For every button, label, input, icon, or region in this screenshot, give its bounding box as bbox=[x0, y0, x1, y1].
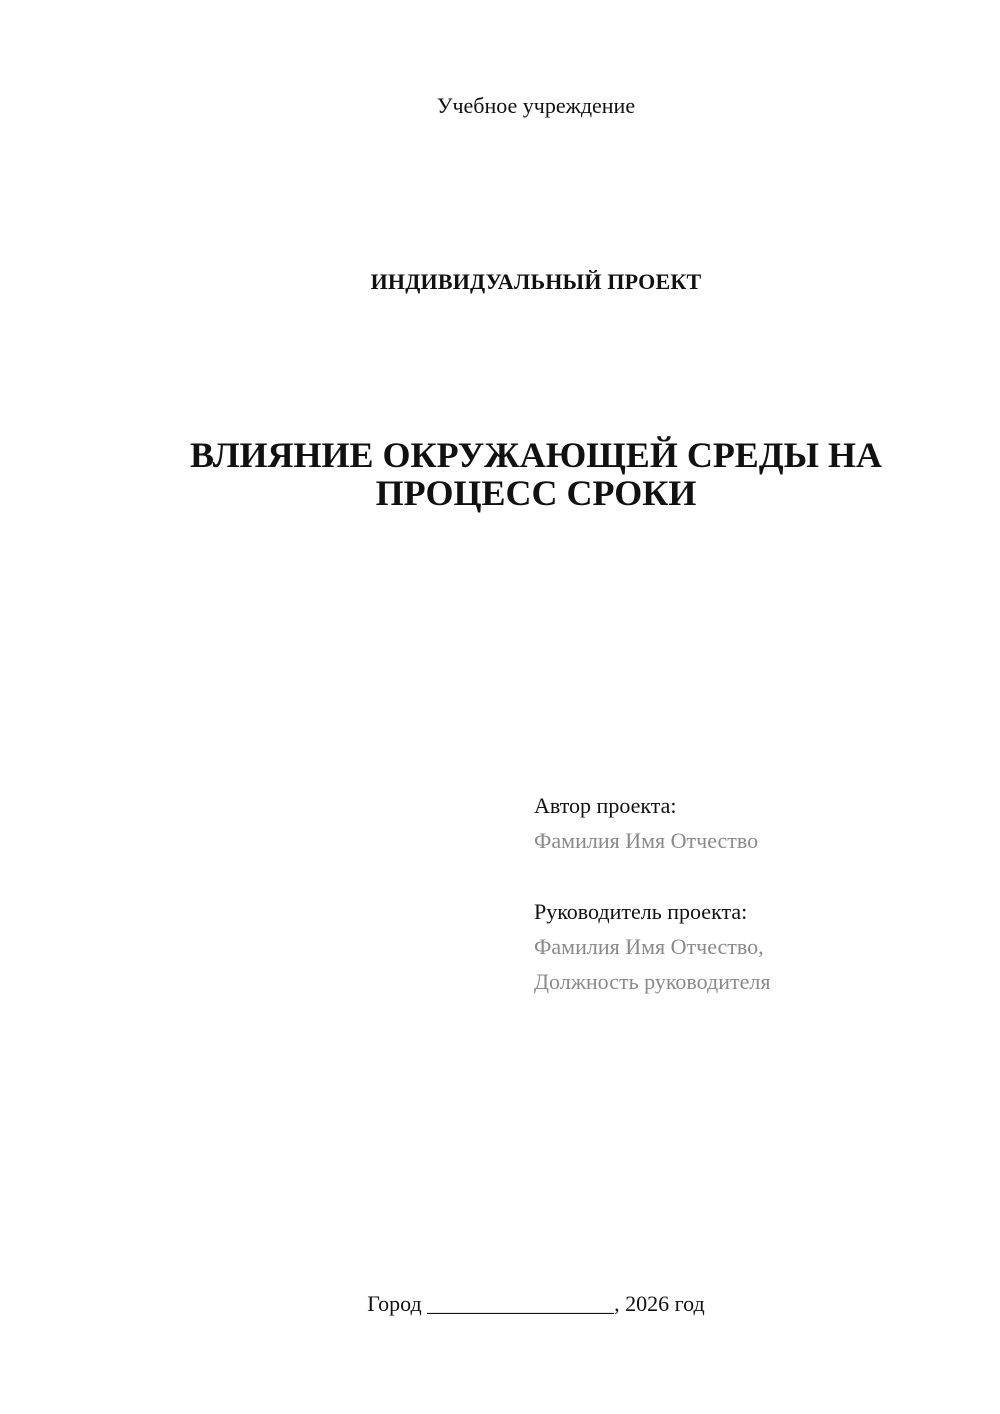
supervisor-name: Фамилия Имя Отчество, bbox=[534, 934, 764, 959]
info-spacer bbox=[534, 858, 974, 894]
author-name: Фамилия Имя Отчество bbox=[534, 828, 759, 853]
project-title-line-2: ПРОЦЕСС СРОКИ bbox=[375, 473, 697, 513]
year-text: , 2026 год bbox=[614, 1291, 705, 1316]
project-info-block bbox=[534, 788, 974, 999]
project-title-line-1: ВЛИЯНИЕ ОКРУЖАЮЩЕЙ СРЕДЫ НА bbox=[190, 435, 882, 475]
city-blank-line: _________________ bbox=[427, 1291, 615, 1316]
city-label: Город bbox=[367, 1291, 422, 1316]
city-year-line bbox=[0, 1290, 1000, 1318]
institution-name: Учебное учреждение bbox=[436, 93, 636, 118]
author-label: Автор проекта: bbox=[534, 793, 677, 818]
project-type-heading: ИНДИВИДУАЛЬНЫЙ ПРОЕКТ bbox=[370, 269, 702, 294]
supervisor-position: Должность руководителя bbox=[534, 969, 771, 994]
supervisor-label: Руководитель проекта: bbox=[534, 899, 748, 924]
project-title bbox=[0, 436, 1000, 512]
